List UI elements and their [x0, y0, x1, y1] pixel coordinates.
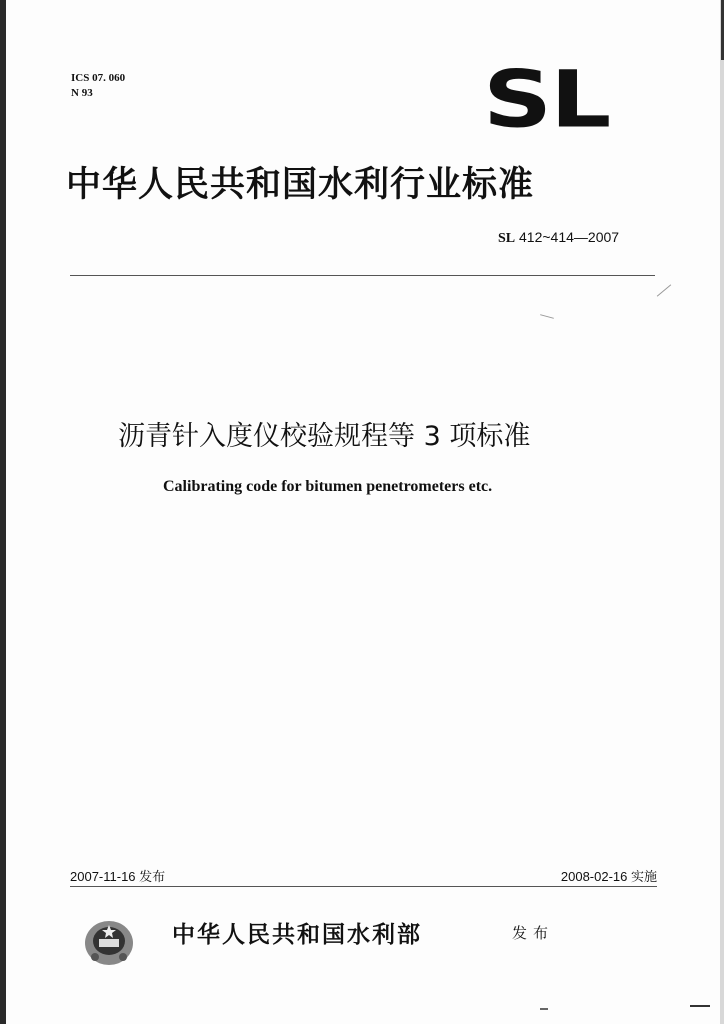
standard-number-prefix: SL: [498, 231, 516, 246]
scan-edge-right: [720, 0, 724, 1024]
scan-speck: [540, 314, 554, 319]
standard-number-value: 412~414—2007: [519, 229, 620, 245]
scan-edge-left: [0, 0, 6, 1024]
implementation-date: 2008-02-16 实施: [560, 869, 657, 884]
document-title-en: Calibrating code for bitumen penetrometers etc.: [163, 478, 493, 495]
national-emblem-icon: [82, 917, 136, 967]
scan-speck: [540, 1008, 548, 1010]
ics-block: [71, 71, 125, 101]
publish-label: 发布: [512, 924, 555, 942]
standard-title: 中华人民共和国水利行业标准: [66, 164, 535, 205]
classification-code: N 93: [71, 87, 93, 99]
issue-date: 2007-11-16 发布: [70, 869, 166, 884]
scan-speck: [690, 1005, 710, 1007]
sl-logo: SL: [483, 53, 610, 146]
scan-speck: [657, 284, 671, 296]
document-title-cn: 沥青针入度仪校验规程等 3 项标准: [118, 421, 531, 452]
ministry-name: 中华人民共和国水利部: [172, 921, 422, 948]
ics-code: ICS 07. 060: [71, 72, 126, 84]
divider-bottom: [70, 886, 657, 887]
divider-top: [70, 275, 655, 276]
standard-number: [498, 229, 619, 247]
